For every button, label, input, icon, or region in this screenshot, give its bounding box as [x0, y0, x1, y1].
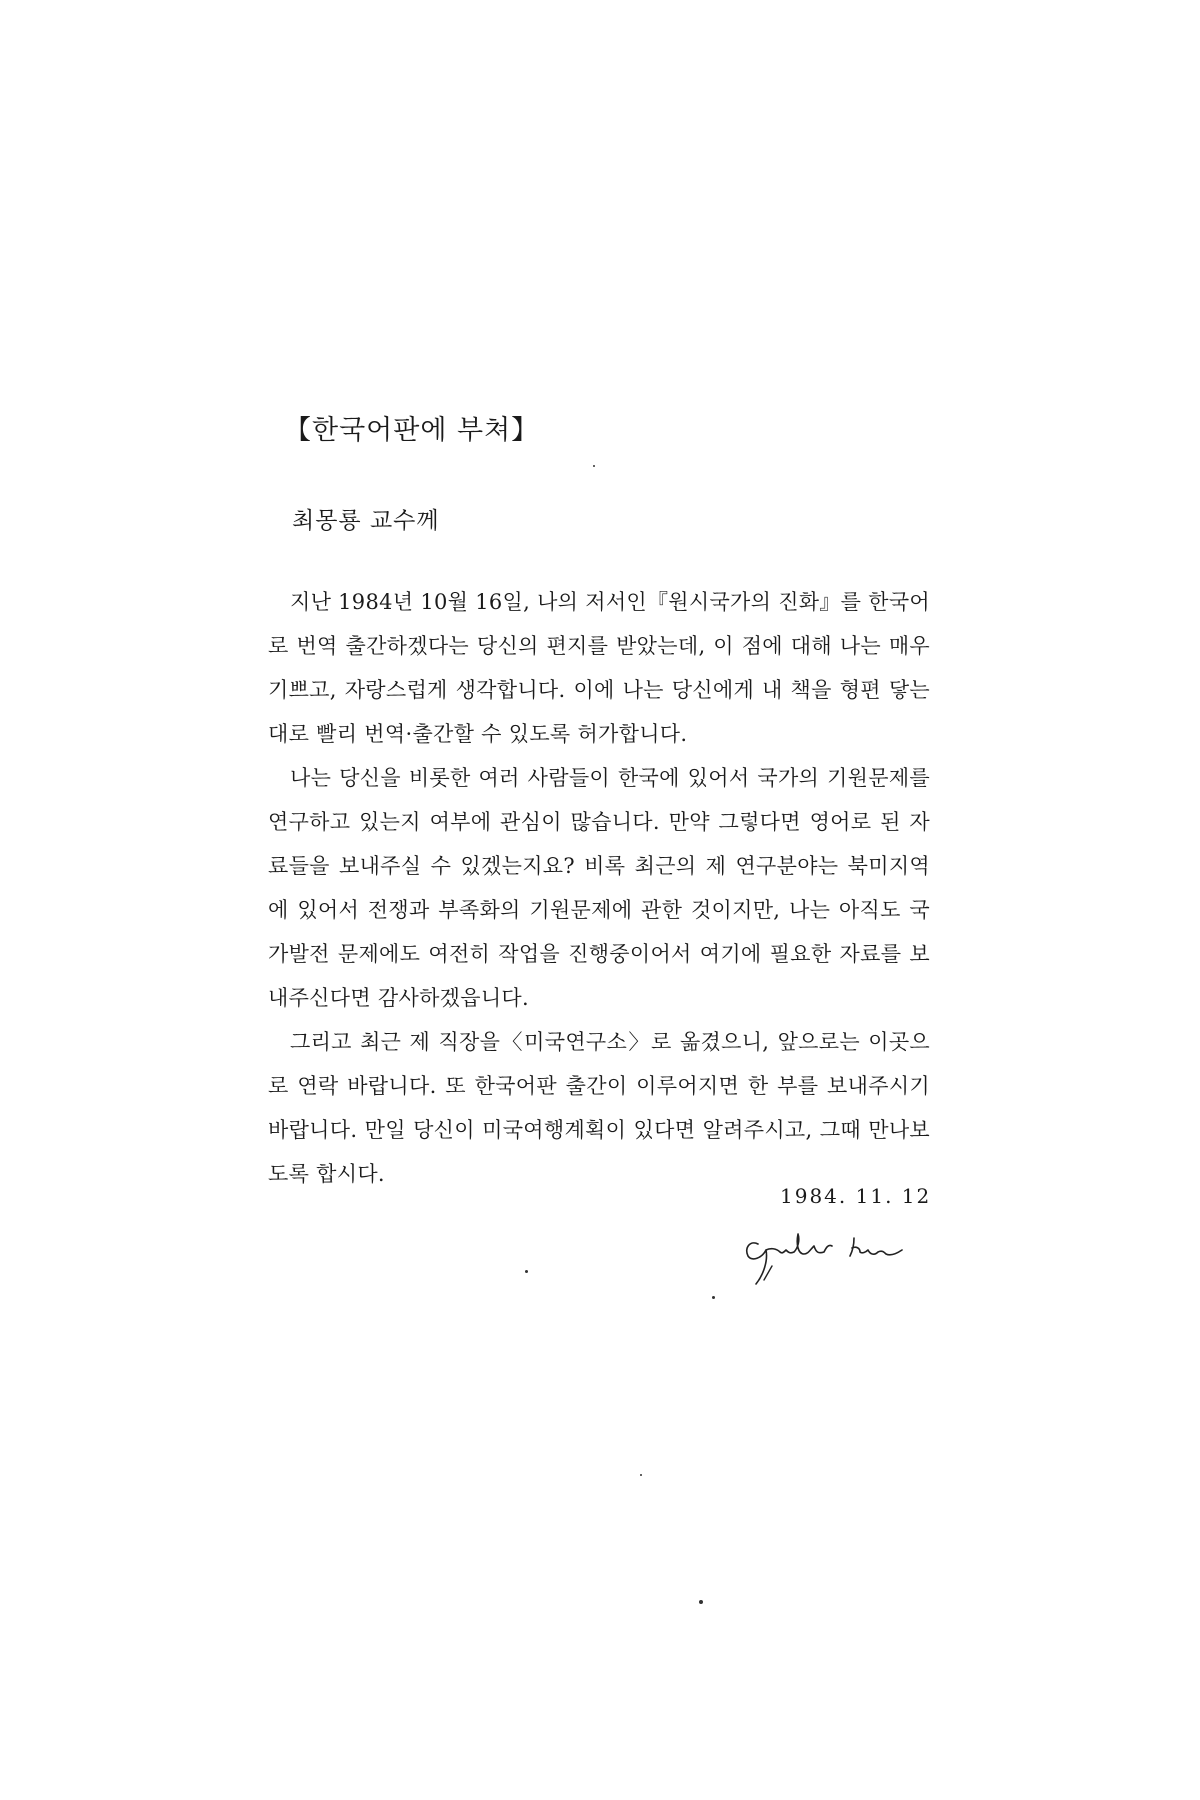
handwritten-signature — [736, 1222, 926, 1292]
paper-speck — [712, 1296, 715, 1299]
letter-date: 1984. 11. 12 — [780, 1184, 932, 1208]
paper-speck — [593, 465, 595, 467]
salutation: 최몽룡 교수께 — [292, 508, 440, 534]
paragraph-1: 지난 1984년 10월 16일, 나의 저서인『원시국가의 진화』를 한국어로 번역 출간하겠다는 당신의 편지를 받았는데, 이 점에 대해 나는 매우 기쁘고, 자랑스럽게 생각합니다. 이에 나는 당신에게 내 책을 형편 닿는 대로 빨리 번역·출간할 수 있도록 허가합니다. — [268, 590, 930, 746]
document-title: 【한국어판에 부쳐】 — [284, 415, 540, 446]
paper-speck — [525, 1270, 528, 1273]
paragraph-3: 그리고 최근 제 직장을〈미국연구소〉로 옮겼으니, 앞으로는 이곳으로 연락 바랍니다. 또 한국어판 출간이 이루어지면 한 부를 보내주시기 바랍니다. 만일 당신이 미국여행계획이 있다면 알려주시고, 그때 만나보도록 합시다. — [268, 1030, 930, 1186]
paper-speck — [640, 1474, 642, 1476]
paragraph-2: 나는 당신을 비롯한 여러 사람들이 한국에 있어서 국가의 기원문제를 연구하고 있는지 여부에 관심이 많습니다. 만약 그렇다면 영어로 된 자료들을 보내주실 수 있겠는지요? 비록 최근의 제 연구분야는 북미지역에 있어서 전쟁과 부족화의 기원문제에 관한 것이지만, 나는 아직도 국가발전 문제에도 여전히 작업을 진행중이어서 여기에 필요한 자료를 보내주신다면 감사하겠읍니다. — [268, 766, 930, 1010]
letter-body — [268, 580, 930, 1196]
paper-speck — [699, 1600, 703, 1604]
